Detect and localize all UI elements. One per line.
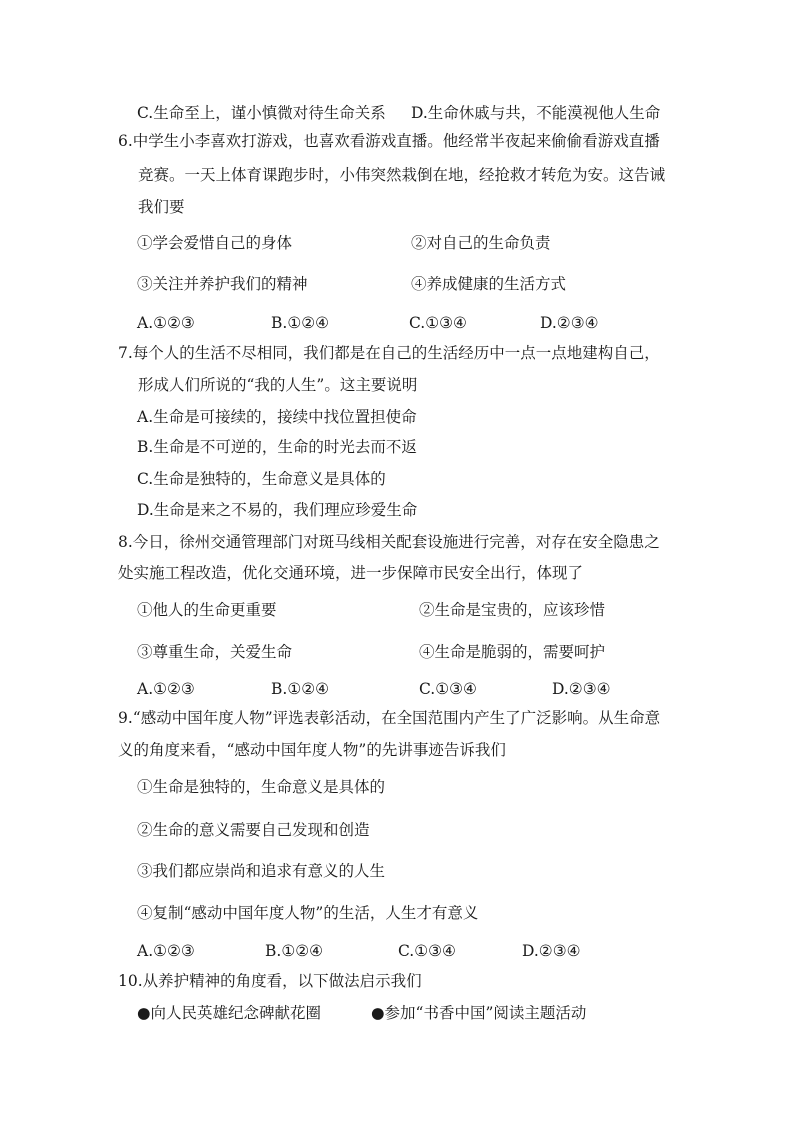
q6-statement-4: ④养成健康的生活方式 (411, 275, 567, 293)
q8-statement-2: ②生命是宝贵的，应该珍惜 (419, 601, 606, 619)
q9-answer-b: B.①②④ (265, 942, 324, 960)
q9-answer-d: D.②③④ (522, 942, 581, 960)
q7-stem-line-2: 形成人们所说的“我的人生”。这主要说明 (138, 376, 418, 394)
q7-option-d: D.生命是来之不易的，我们理应珍爱生命 (137, 501, 418, 519)
q8-statement-1: ①他人的生命更重要 (137, 601, 277, 619)
q9-stem-line-2: 义的角度来看，“感动中国年度人物”的先讲事迹告诉我们 (118, 741, 506, 759)
q9-answer-a: A.①②③ (137, 942, 195, 960)
q9-statement-4: ④复制“感动中国年度人物”的生活，人生才有意义 (137, 904, 479, 922)
q10-stem: 10.从养护精神的角度看，以下做法启示我们 (118, 972, 422, 990)
q9-statement-3: ③我们都应崇尚和追求有意义的人生 (137, 862, 386, 880)
q6-stem-line-2: 竞赛。一天上体育课跑步时，小伟突然栽倒在地，经抢救才转危为安。这告诫 (138, 166, 666, 184)
q6-answer-d: D.②③④ (540, 314, 599, 332)
q8-answer-b: B.①②④ (271, 680, 330, 698)
q8-answer-c: C.①③④ (419, 680, 477, 698)
q8-stem-line-1: 8.今日，徐州交通管理部门对斑马线相关配套设施进行完善，对存在安全隐患之 (118, 533, 660, 551)
q6-stem-line-3: 我们要 (138, 198, 185, 216)
q9-statement-2: ②生命的意义需要自己发现和创造 (137, 821, 370, 839)
q7-stem-line-1: 7.每个人的生活不尽相同，我们都是在自己的生活经历中一点一点地建构自己， (118, 344, 660, 362)
q8-statement-4: ④生命是脆弱的，需要呵护 (419, 643, 606, 661)
q9-statement-1: ①生命是独特的，生命意义是具体的 (137, 778, 386, 796)
q7-option-a: A.生命是可接续的，接续中找位置担使命 (137, 408, 417, 426)
q10-bullet-2: ●参加“书香中国”阅读主题活动 (371, 1004, 587, 1022)
q8-answer-d: D.②③④ (552, 680, 611, 698)
q9-stem-line-1: 9.“感动中国年度人物”评选表彰活动，在全国范围内产生了广泛影响。从生命意 (118, 709, 661, 727)
q7-option-c: C.生命是独特的，生命意义是具体的 (137, 470, 386, 488)
q6-answer-c: C.①③④ (409, 314, 467, 332)
q5-option-d: D.生命休戚与共，不能漠视他人生命 (411, 104, 661, 122)
q5-option-c: C.生命至上，谨小慎微对待生命关系 (137, 104, 386, 122)
q10-bullet-1: ●向人民英雄纪念碑献花圈 (137, 1004, 322, 1022)
q6-statement-1: ①学会爱惜自己的身体 (137, 234, 293, 252)
q9-answer-c: C.①③④ (398, 942, 456, 960)
q8-answer-a: A.①②③ (137, 680, 195, 698)
q6-answer-b: B.①②④ (271, 314, 330, 332)
q6-answer-a: A.①②③ (137, 314, 195, 332)
q6-statement-3: ③关注并养护我们的精神 (137, 275, 308, 293)
q8-statement-3: ③尊重生命，关爱生命 (137, 643, 293, 661)
q8-stem-line-2: 处实施工程改造，优化交通环境，进一步保障市民安全出行，体现了 (118, 564, 584, 582)
q6-statement-2: ②对自己的生命负责 (411, 234, 551, 252)
q6-stem-line-1: 6.中学生小李喜欢打游戏，也喜欢看游戏直播。他经常半夜起来偷偷看游戏直播 (118, 132, 660, 150)
q7-option-b: B.生命是不可逆的，生命的时光去而不返 (137, 438, 417, 456)
